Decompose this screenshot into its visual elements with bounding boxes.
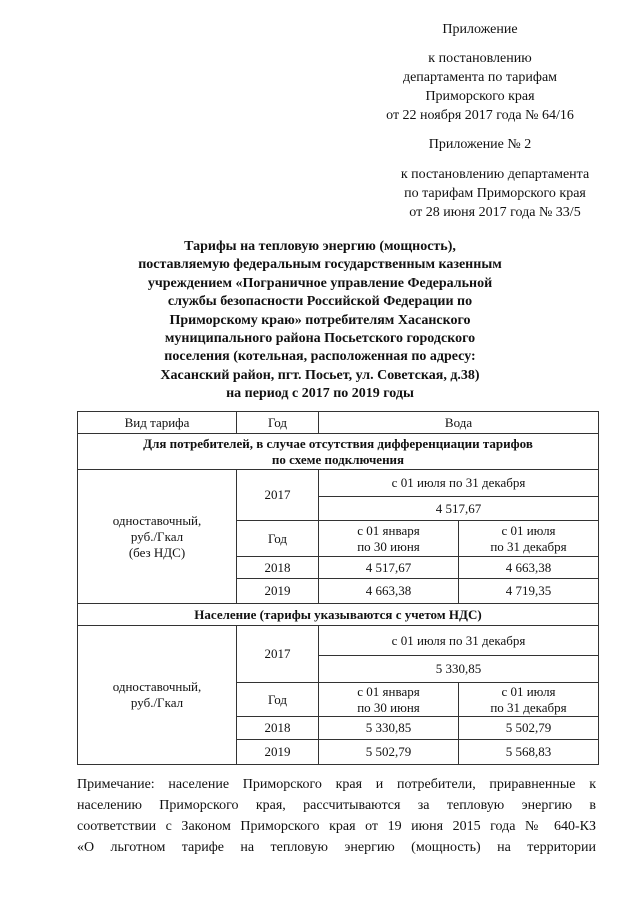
appendix-1-title <box>380 20 580 39</box>
value-cell: 5 502,79 <box>459 717 599 740</box>
appendix-2-line: по тарифам Приморского края <box>404 186 586 201</box>
period-cell: с 01 июля по 31 декабря <box>319 626 599 656</box>
document-title-line: службы безопасности Российской Федерации по <box>167 294 473 310</box>
appendix-2-title-text: Приложение № 2 <box>428 137 532 152</box>
document-title-line: на период с 2017 по 2019 годы <box>226 386 414 402</box>
document-title-line: Приморскому краю» потребителям Хасанского <box>169 312 471 328</box>
tariff-type-line: руб./Гкал <box>130 695 184 710</box>
note-line: «О льготном тарифе на тепловую энергию (мощность) на территории <box>77 840 596 855</box>
year-cell: 2019 <box>237 740 319 765</box>
period-cell <box>319 521 459 557</box>
period-cell <box>319 683 459 717</box>
value-cell: 5 502,79 <box>319 740 459 765</box>
value-cell: 4 517,67 <box>319 557 459 579</box>
value-cell: 5 330,85 <box>319 656 599 683</box>
section-2-header-row <box>78 604 599 626</box>
period-cell <box>459 521 599 557</box>
appendix-1-reference <box>350 49 610 125</box>
tariff-type-line: одноставочный, <box>112 679 202 694</box>
section-1-title <box>78 434 599 470</box>
year-label-cell: Год <box>237 521 319 557</box>
table-row <box>78 626 599 656</box>
value-cell: 4 517,67 <box>319 497 599 521</box>
appendix-1-line: от 22 ноября 2017 года № 64/16 <box>386 108 574 123</box>
period-line: по 31 декабря <box>490 538 567 554</box>
year-cell: 2017 <box>237 626 319 683</box>
section-2-title: Население (тарифы указываются с учетом НДС) <box>78 604 599 626</box>
year-label-cell: Год <box>237 683 319 717</box>
period-line: с 01 января <box>357 522 420 538</box>
appendix-1-title-text: Приложение <box>442 22 518 37</box>
document-title <box>100 238 540 404</box>
year-cell: 2017 <box>237 470 319 521</box>
value-cell: 4 719,35 <box>459 579 599 604</box>
period-cell <box>459 683 599 717</box>
period-cell: с 01 июля по 31 декабря <box>319 470 599 497</box>
note-line: Примечание: население Приморского края и потребители, приравненные к <box>77 777 596 792</box>
appendix-1-line: Приморского края <box>425 89 535 104</box>
year-cell: 2018 <box>237 557 319 579</box>
section-1-tariff-type <box>78 470 237 604</box>
table-row <box>78 470 599 497</box>
document-title-line: Хасанский район, пгт. Посьет, ул. Советская, д.38) <box>160 367 480 383</box>
header-tariff-type: Вид тарифа <box>78 412 237 434</box>
tariff-type-line: руб./Гкал <box>130 528 184 544</box>
header-year: Год <box>237 412 319 434</box>
note-line: населению Приморского края, рассчитываются за тепловую энергию в <box>77 798 596 813</box>
note-line: соответствии с Законом Приморского края от 19 июня 2015 года № 640-КЗ <box>77 819 596 834</box>
document-title-line: учреждением «Пограничное управление Федеральной <box>147 275 493 291</box>
period-line: с 01 июля <box>501 522 556 538</box>
appendix-2-reference <box>355 165 635 222</box>
period-line: с 01 июля <box>501 683 556 699</box>
document-title-line: поселения (котельная, расположенная по адресу: <box>164 349 476 365</box>
section-1-header-row <box>78 434 599 470</box>
tariff-type-line: (без НДС) <box>128 544 186 560</box>
period-line: по 30 июня <box>357 538 420 554</box>
note-paragraph <box>77 774 596 858</box>
value-cell: 4 663,38 <box>459 557 599 579</box>
value-cell: 5 568,83 <box>459 740 599 765</box>
value-cell: 4 663,38 <box>319 579 459 604</box>
tariff-table <box>77 411 599 765</box>
table-header-row <box>78 412 599 434</box>
section-2-tariff-type <box>78 626 237 765</box>
appendix-2-title <box>380 135 580 154</box>
value-cell: 5 330,85 <box>319 717 459 740</box>
document-title-line: Тарифы на тепловую энергию (мощность), <box>184 239 456 254</box>
appendix-2-line: к постановлению департамента <box>400 167 590 182</box>
section-1-title-line: по схеме подключения <box>271 451 405 467</box>
section-1-title-line: Для потребителей, в случае отсутствия дифференциации тарифов <box>143 435 533 451</box>
document-title-line: поставляемую федеральным государственным казенным <box>138 257 502 273</box>
period-line: по 31 декабря <box>490 699 567 715</box>
period-line: по 30 июня <box>357 699 420 715</box>
tariff-type-line: одноставочный, <box>112 512 202 528</box>
header-water: Вода <box>319 412 599 434</box>
year-cell: 2019 <box>237 579 319 604</box>
appendix-1-line: департамента по тарифам <box>402 70 558 85</box>
period-line: с 01 января <box>357 683 420 699</box>
year-cell: 2018 <box>237 717 319 740</box>
appendix-2-line: от 28 июня 2017 года № 33/5 <box>409 205 581 220</box>
document-title-line: муниципального района Посьетского городского <box>164 331 476 347</box>
appendix-1-line: к постановлению <box>428 51 532 66</box>
